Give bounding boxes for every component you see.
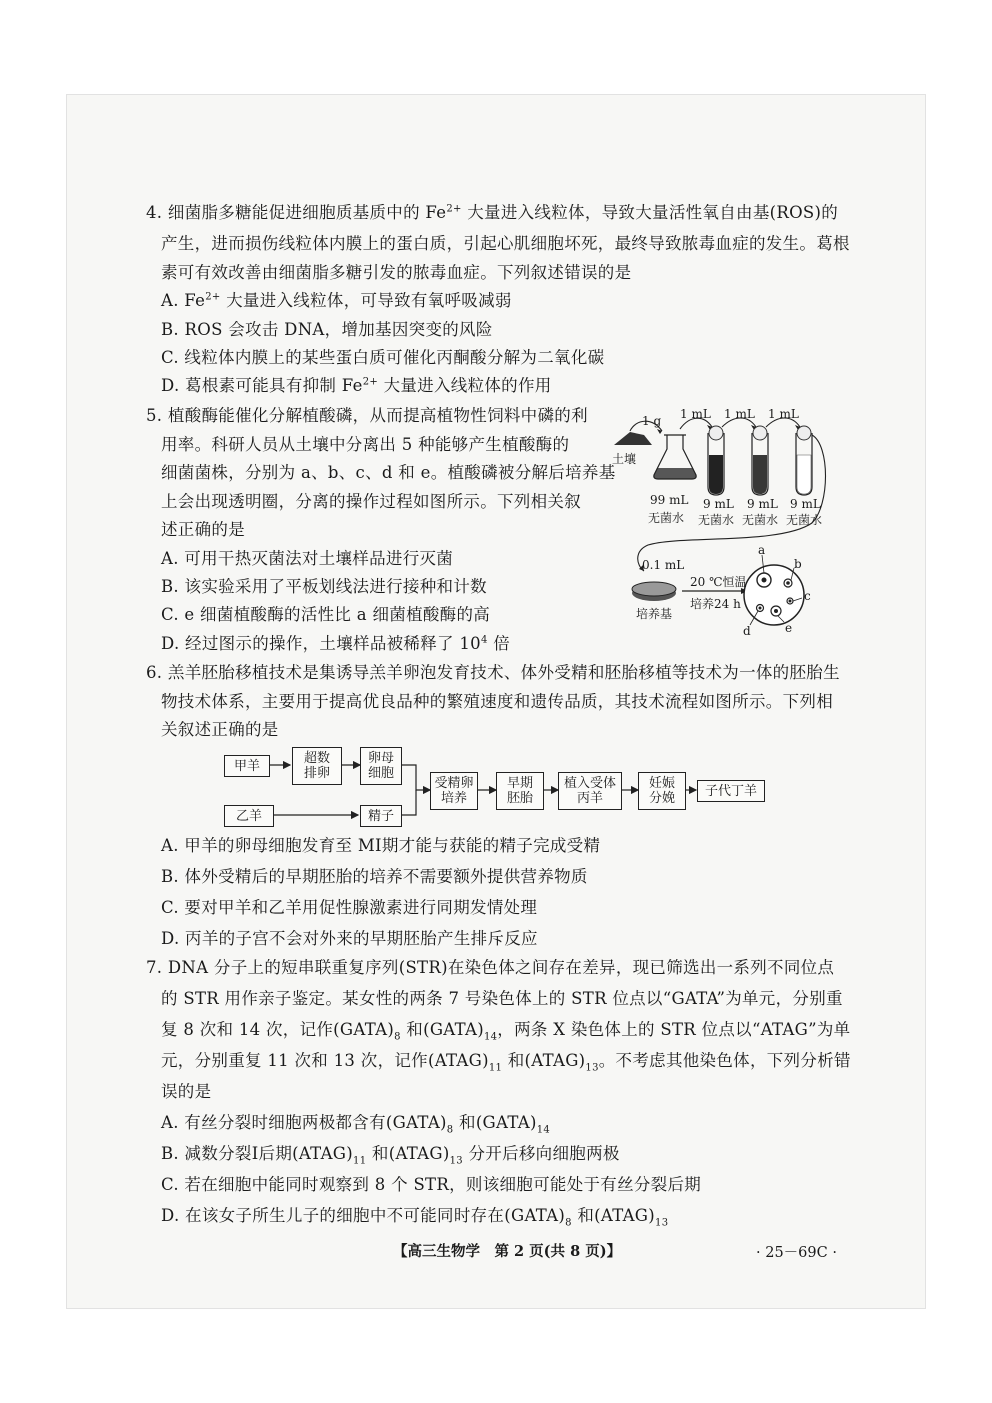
q4-option-b: B. ROS 会攻击 DNA，增加基因突变的风险 <box>161 320 493 339</box>
q7-option-d: D. 在该女子所生儿子的细胞中不可能同时存在$(GATA)_8$ 和$(ATAG)_{13}$ <box>161 1206 669 1229</box>
q6-option-d: D. 丙羊的子宫不会对外来的早期胚胎产生排斥反应 <box>161 929 538 948</box>
amount-1ml-label-3: 1 mL <box>768 407 799 421</box>
tube2-volume-label: 9 mL <box>747 497 778 511</box>
q4-option-c: C. 线粒体内膜上的某些蛋白质可催化丙酮酸分解为二氧化碳 <box>161 348 605 367</box>
amount-1ml-label-2: 1 mL <box>724 407 755 421</box>
amount-1g-label: 1 g <box>642 414 662 428</box>
q7-stem-line2: 的 STR 用作亲子鉴定。某女性的两条 7 号染色体上的 STR 位点以“GATA”为单元，分别重 <box>161 989 843 1008</box>
soil-sample-icon <box>614 432 652 445</box>
tube3-volume-label: 9 mL <box>790 497 821 511</box>
q5-option-b: B. 该实验采用了平板划线法进行接种和计数 <box>161 577 487 596</box>
q4-stem-line1: 4. 细菌脂多糖能促进细胞质基质中的 $Fe^{2+}$ 大量进入线粒体，导致大量活性氧自由基(ROS)的 <box>146 203 839 222</box>
q7-option-b: B. 减数分裂Ⅰ后期$(ATAG)_{11}$ 和$(ATAG)_{13}$ 分开后移向细胞两极 <box>161 1144 620 1167</box>
colony-a-label: a <box>758 543 766 557</box>
q6-option-b: B. 体外受精后的早期胚胎的培养不需要额外提供营养物质 <box>161 867 588 886</box>
q4-option-a: A. $Fe^{2+}$ 大量进入线粒体，可导致有氧呼吸减弱 <box>161 291 512 310</box>
embryo-transfer-flowchart <box>220 745 780 830</box>
flow-node-yi-sheep: 乙羊 <box>224 805 274 827</box>
q5-stem-line3: 细菌菌株，分别为 a、b、c、d 和 e。植酸磷被分解后培养基 <box>161 463 616 482</box>
incubation-time-label: 培养24 h <box>690 597 741 611</box>
q5-option-c: C. e 细菌植酸酶的活性比 a 细菌植酸酶的高 <box>161 605 491 624</box>
flow-node-oocyte: 卵母 细胞 <box>360 747 402 785</box>
medium-label: 培养基 <box>636 607 673 621</box>
flow-node-sperm: 精子 <box>360 805 402 827</box>
flow-node-superovulation: 超数 排卵 <box>292 747 342 785</box>
q7-stem-line5: 误的是 <box>161 1082 212 1101</box>
q4-option-d: D. 葛根素可能具有抑制 $Fe^{2+}$ 大量进入线粒体的作用 <box>161 376 552 395</box>
q6-stem-line3: 关叙述正确的是 <box>161 720 279 739</box>
flask-water-label: 无菌水 <box>648 511 685 525</box>
q5-option-d: D. 经过图示的操作，土壤样品被稀释了 $10^4$ 倍 <box>161 634 511 653</box>
tube1-volume-label: 9 mL <box>703 497 734 511</box>
colony-b-label: b <box>794 557 802 571</box>
flow-node-early-embryo: 早期 胚胎 <box>496 772 544 810</box>
amount-01ml-label: 0.1 mL <box>642 558 685 572</box>
q7-option-a: A. 有丝分裂时细胞两极都含有$(GATA)_8$ 和$(GATA)_{14}$ <box>161 1113 551 1136</box>
q7-stem-line1: 7. DNA 分子上的短串联重复序列(STR)在染色体之间存在差异，现已筛选出一系列不同位点 <box>146 958 835 977</box>
tube2-water-label: 无菌水 <box>742 513 779 527</box>
flow-node-pregnancy: 妊娠 分娩 <box>638 772 686 810</box>
q5-option-a: A. 可用干热灭菌法对土壤样品进行灭菌 <box>161 549 454 568</box>
flow-node-offspring: 子代丁羊 <box>697 780 765 802</box>
colony-c-label: c <box>804 589 811 603</box>
q5-stem-line1: 5. 植酸酶能催化分解植酸磷，从而提高植物性饲料中磷的利 <box>146 406 588 425</box>
colony-e-label: e <box>785 621 793 635</box>
soil-label: 土壤 <box>612 452 637 466</box>
colony-d-label: d <box>743 624 751 638</box>
incubation-temp-label: 20 ℃恒温 <box>690 575 747 589</box>
dilution-figure <box>600 405 840 650</box>
q7-stem-line4: 元，分别重复 11 次和 13 次，记作$(ATAG)_{11}$ 和$(ATAG)_{13}$。不考虑其他染色体，下列分析错 <box>161 1051 851 1074</box>
q5-stem-line4: 上会出现透明圈，分离的操作过程如图所示。下列相关叙 <box>161 492 581 511</box>
flask-volume-label: 99 mL <box>650 493 689 507</box>
amount-1ml-label-1: 1 mL <box>680 407 711 421</box>
flow-node-zygote-culture: 受精卵 培养 <box>430 772 478 810</box>
tube1-water-label: 无菌水 <box>698 513 735 527</box>
q5-stem-line2: 用率。科研人员从土壤中分离出 5 种能够产生植酸酶的 <box>161 435 570 454</box>
q7-option-c: C. 若在细胞中能同时观察到 8 个 STR，则该细胞可能处于有丝分裂后期 <box>161 1175 702 1194</box>
q6-option-c: C. 要对甲羊和乙羊用促性腺激素进行同期发情处理 <box>161 898 538 917</box>
q7-stem-line3: 复 8 次和 14 次，记作$(GATA)_8$ 和$(GATA)_{14}$，两条 X 染色体上的 STR 位点以“ATAG”为单 <box>161 1020 851 1043</box>
tube3-water-label: 无菌水 <box>786 513 823 527</box>
q6-option-a: A. 甲羊的卵母细胞发育至 MⅠ期才能与获能的精子完成受精 <box>161 836 601 855</box>
q5-stem-line5: 述正确的是 <box>161 520 245 539</box>
q6-stem-line1: 6. 羔羊胚胎移植技术是集诱导羔羊卵泡发育技术、体外受精和胚胎移植等技术为一体的胚胎生 <box>146 663 840 682</box>
page-footer-title: 【高三生物学 第 2 页(共 8 页)】 <box>393 1243 622 1260</box>
flow-node-implant-recipient: 植入受体 丙羊 <box>558 772 622 810</box>
q4-stem-line2: 产生，进而损伤线粒体内膜上的蛋白质，引起心肌细胞坏死，最终导致脓毒血症的发生。葛根 <box>161 234 850 253</box>
flow-node-jia-sheep: 甲羊 <box>224 755 270 777</box>
q6-stem-line2: 物技术体系，主要用于提高优良品种的繁殖速度和遗传品质，其技术流程如图所示。下列相 <box>161 692 833 711</box>
q4-stem-line3: 素可有效改善由细菌脂多糖引发的脓毒血症。下列叙述错误的是 <box>161 263 632 282</box>
page-footer-code: · 25－69C · <box>756 1245 837 1261</box>
